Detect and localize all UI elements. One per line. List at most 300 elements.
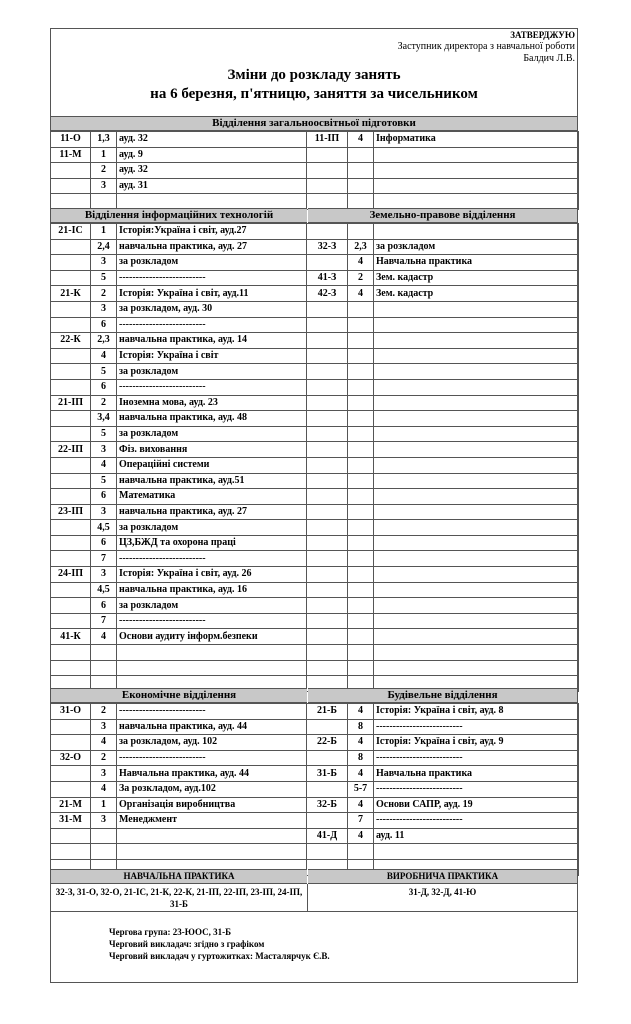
lesson-cell: 6 (91, 379, 117, 395)
lesson-cell: 4 (348, 797, 374, 813)
approval-block (398, 29, 575, 65)
group-cell (307, 301, 348, 317)
subject-cell (117, 660, 307, 676)
table-row (51, 750, 579, 766)
group-cell: 21-ІП (51, 395, 91, 411)
table-row (51, 163, 579, 179)
group-cell: 11-О (51, 132, 91, 148)
subject-cell: за розкладом (117, 255, 307, 271)
group-cell: 31-О (51, 704, 91, 720)
lesson-cell (348, 364, 374, 380)
group-cell: 32-З (307, 239, 348, 255)
lesson-cell (348, 224, 374, 240)
subject-cell: за розкладом (117, 364, 307, 380)
group-cell (51, 255, 91, 271)
table-row (51, 660, 579, 676)
subject-cell: за розкладом, ауд. 30 (117, 301, 307, 317)
subject-cell: -------------------------- (374, 719, 579, 735)
group-cell (307, 781, 348, 797)
subject-cell: Історія: Україна і світ, ауд. 9 (374, 735, 579, 751)
subject-cell (374, 504, 579, 520)
subject-cell (374, 582, 579, 598)
group-cell: 24-ІП (51, 567, 91, 583)
lesson-cell: 3,4 (91, 411, 117, 427)
lesson-cell: 6 (91, 535, 117, 551)
lesson-cell: 7 (348, 813, 374, 829)
subject-cell (374, 473, 579, 489)
group-cell (307, 750, 348, 766)
table-row (51, 645, 579, 661)
table-row (51, 582, 579, 598)
subject-cell (374, 645, 579, 661)
table-row (51, 411, 579, 427)
subject-cell: -------------------------- (117, 704, 307, 720)
lesson-cell (348, 520, 374, 536)
group-cell (307, 613, 348, 629)
subject-cell (117, 844, 307, 860)
table-row (51, 348, 579, 364)
subject-cell: Історія: Україна і світ (117, 348, 307, 364)
lesson-cell (348, 426, 374, 442)
section-header-build: Будівельне відділення (308, 688, 577, 703)
lesson-cell (91, 844, 117, 860)
lesson-cell: 2,4 (91, 239, 117, 255)
group-cell: 42-З (307, 286, 348, 302)
table-row (51, 813, 579, 829)
lesson-cell: 4 (91, 348, 117, 364)
lesson-cell: 1 (91, 147, 117, 163)
group-cell (307, 504, 348, 520)
group-cell (51, 317, 91, 333)
group-cell: 22-К (51, 333, 91, 349)
subject-cell (117, 645, 307, 661)
group-cell: 11-М (51, 147, 91, 163)
lesson-cell: 2 (91, 395, 117, 411)
lesson-cell: 4 (348, 828, 374, 844)
subject-cell: -------------------------- (117, 379, 307, 395)
subject-cell (374, 301, 579, 317)
subject-cell (374, 567, 579, 583)
table-row (51, 286, 579, 302)
group-cell (51, 551, 91, 567)
subject-cell: Навчальна практика (374, 766, 579, 782)
prod-practice-groups: 31-Д, 32-Д, 41-Ю (408, 887, 477, 897)
table-row (51, 147, 579, 163)
lesson-cell: 5-7 (348, 781, 374, 797)
table-row (51, 395, 579, 411)
group-cell (307, 317, 348, 333)
subject-cell: Фіз. виховання (117, 442, 307, 458)
subject-cell: Історія: Україна і світ, ауд. 8 (374, 704, 579, 720)
group-cell (307, 255, 348, 271)
lesson-cell (348, 844, 374, 860)
lesson-cell (348, 551, 374, 567)
group-cell (51, 660, 91, 676)
group-cell (307, 178, 348, 194)
table-row (51, 317, 579, 333)
subject-cell: -------------------------- (374, 750, 579, 766)
table-row (51, 613, 579, 629)
lesson-cell: 2,3 (91, 333, 117, 349)
page-title (51, 66, 577, 104)
subject-cell: за розкладом (117, 520, 307, 536)
lesson-cell: 2 (91, 286, 117, 302)
lesson-cell: 1 (91, 797, 117, 813)
group-cell: 23-ІП (51, 504, 91, 520)
section-header-it: Відділення інформаційних технологій (51, 208, 307, 223)
lesson-cell (91, 828, 117, 844)
practice-bottom-rule (51, 911, 577, 912)
group-cell (51, 613, 91, 629)
group-cell (307, 364, 348, 380)
econ-build-table (50, 703, 579, 876)
duty-teacher: Черговий викладач: згідно з графіком (109, 939, 265, 949)
table-row (51, 224, 579, 240)
table-row (51, 255, 579, 271)
lesson-cell: 2 (91, 163, 117, 179)
study-practice-groups: 32-З, 31-О, 32-О, 21-ІС, 21-К, 22-К, 21-ІП, 22-ІП, 23-ІП, 24-ІП, 31-Б (55, 887, 303, 909)
subject-cell: навчальна практика, ауд. 44 (117, 719, 307, 735)
lesson-cell (348, 411, 374, 427)
lesson-cell: 5 (91, 426, 117, 442)
lesson-cell: 4 (91, 457, 117, 473)
section-header-land: Земельно-правове відділення (308, 208, 577, 223)
schedule-sheet (50, 28, 578, 983)
subject-cell: навчальна практика, ауд. 48 (117, 411, 307, 427)
subject-cell: Основи аудиту інформ.безпеки (117, 629, 307, 645)
table-row (51, 457, 579, 473)
group-cell (307, 457, 348, 473)
group-cell: 41-К (51, 629, 91, 645)
table-row (51, 766, 579, 782)
subject-cell (374, 163, 579, 179)
group-cell (51, 735, 91, 751)
lesson-cell (348, 598, 374, 614)
group-cell (51, 239, 91, 255)
lesson-cell (348, 457, 374, 473)
group-cell (307, 567, 348, 583)
approver-name: Балдич Л.В. (523, 53, 575, 64)
lesson-cell (348, 317, 374, 333)
subject-cell (374, 535, 579, 551)
subject-cell: ауд. 11 (374, 828, 579, 844)
group-cell (307, 645, 348, 661)
subject-cell: ауд. 32 (117, 163, 307, 179)
lesson-cell (348, 489, 374, 505)
table-row (51, 828, 579, 844)
subject-cell (374, 348, 579, 364)
lesson-cell (348, 147, 374, 163)
group-cell (307, 411, 348, 427)
group-cell (51, 828, 91, 844)
group-cell: 32-О (51, 750, 91, 766)
group-cell (307, 379, 348, 395)
lesson-cell (348, 379, 374, 395)
group-cell (51, 178, 91, 194)
lesson-cell: 8 (348, 719, 374, 735)
group-cell (307, 813, 348, 829)
group-cell (307, 224, 348, 240)
lesson-cell (348, 645, 374, 661)
group-cell (307, 473, 348, 489)
lesson-cell: 4 (91, 735, 117, 751)
subject-cell: за розкладом (117, 426, 307, 442)
table-row (51, 629, 579, 645)
group-cell (51, 270, 91, 286)
subject-cell: навчальна практика, ауд. 27 (117, 239, 307, 255)
group-cell (51, 364, 91, 380)
subject-cell: Математика (117, 489, 307, 505)
group-cell (307, 598, 348, 614)
group-cell: 32-Б (307, 797, 348, 813)
lesson-cell: 8 (348, 750, 374, 766)
duty-group: Чергова група: 23-ЮОС, 31-Б (109, 927, 232, 937)
title-line-1: Зміни до розкладу занять (227, 67, 401, 83)
lesson-cell (348, 535, 374, 551)
subject-cell: ЦЗ,БЖД та охорона праці (117, 535, 307, 551)
table-row (51, 270, 579, 286)
section-header-econ: Економічне відділення (51, 688, 307, 703)
group-cell (51, 489, 91, 505)
lesson-cell: 1 (91, 224, 117, 240)
group-cell (51, 645, 91, 661)
subject-cell (374, 178, 579, 194)
lesson-cell: 6 (91, 317, 117, 333)
title-line-2: на 6 березня, п'ятницю, заняття за чисельником (150, 86, 478, 102)
lesson-cell (348, 582, 374, 598)
group-cell (307, 395, 348, 411)
group-cell (51, 719, 91, 735)
lesson-cell: 3 (91, 442, 117, 458)
subject-cell: ауд. 31 (117, 178, 307, 194)
lesson-cell: 4 (348, 255, 374, 271)
lesson-cell (348, 473, 374, 489)
group-cell (307, 719, 348, 735)
subject-cell: навчальна практика, ауд. 16 (117, 582, 307, 598)
group-cell (307, 844, 348, 860)
group-cell (307, 582, 348, 598)
table-row (51, 333, 579, 349)
subject-cell: -------------------------- (117, 317, 307, 333)
lesson-cell: 2 (348, 270, 374, 286)
lesson-cell: 4,5 (91, 520, 117, 536)
subject-cell: за розкладом (374, 239, 579, 255)
lesson-cell: 3 (91, 504, 117, 520)
subject-cell: Навчальна практика (374, 255, 579, 271)
subject-cell: -------------------------- (374, 813, 579, 829)
group-cell (307, 489, 348, 505)
group-cell: 21-К (51, 286, 91, 302)
lesson-cell (348, 301, 374, 317)
lesson-cell: 3 (91, 255, 117, 271)
lesson-cell (348, 442, 374, 458)
group-cell (51, 301, 91, 317)
table-row (51, 844, 579, 860)
lesson-cell: 3 (91, 813, 117, 829)
subject-cell (374, 660, 579, 676)
lesson-cell: 6 (91, 489, 117, 505)
subject-cell: Історія:Україна і світ, ауд.27 (117, 224, 307, 240)
subject-cell: навчальна практика, ауд. 27 (117, 504, 307, 520)
group-cell (51, 473, 91, 489)
subject-cell (374, 442, 579, 458)
lesson-cell: 4 (348, 735, 374, 751)
prod-practice-header: ВИРОБНИЧА ПРАКТИКА (308, 869, 577, 884)
table-row (51, 535, 579, 551)
lesson-cell: 7 (91, 613, 117, 629)
subject-cell: за розкладом (117, 598, 307, 614)
lesson-cell: 2,3 (348, 239, 374, 255)
table-row (51, 551, 579, 567)
subject-cell: -------------------------- (117, 750, 307, 766)
lesson-cell (348, 163, 374, 179)
subject-cell (374, 411, 579, 427)
lesson-cell (348, 178, 374, 194)
subject-cell (374, 364, 579, 380)
group-cell (51, 535, 91, 551)
section-header-general: Відділення загальноосвітньої підготовки (51, 116, 577, 131)
subject-cell: -------------------------- (117, 551, 307, 567)
subject-cell: Зем. кадастр (374, 270, 579, 286)
group-cell (51, 379, 91, 395)
lesson-cell: 4 (348, 132, 374, 148)
group-cell (51, 598, 91, 614)
subject-cell (374, 317, 579, 333)
subject-cell: Зем. кадастр (374, 286, 579, 302)
table-row (51, 781, 579, 797)
group-cell: 31-М (51, 813, 91, 829)
group-cell: 22-Б (307, 735, 348, 751)
lesson-cell: 3 (91, 178, 117, 194)
group-cell: 41-Д (307, 828, 348, 844)
lesson-cell (348, 348, 374, 364)
group-cell (307, 442, 348, 458)
group-cell (51, 426, 91, 442)
group-cell (307, 551, 348, 567)
lesson-cell (348, 395, 374, 411)
lesson-cell: 4 (348, 286, 374, 302)
subject-cell: -------------------------- (117, 613, 307, 629)
subject-cell: Навчальна практика, ауд. 44 (117, 766, 307, 782)
subject-cell (374, 520, 579, 536)
group-cell (51, 766, 91, 782)
subject-cell (374, 379, 579, 395)
lesson-cell (91, 660, 117, 676)
group-cell (307, 426, 348, 442)
group-cell: 21-ІС (51, 224, 91, 240)
approver-position: Заступник директора з навчальної роботи (397, 41, 575, 52)
group-cell (307, 629, 348, 645)
subject-cell (374, 147, 579, 163)
group-cell (307, 163, 348, 179)
dorm-duty-teacher: Черговий викладач у гуртожитках: Масталярчук Є.В. (109, 951, 330, 961)
subject-cell: Історія: Україна і світ, ауд. 26 (117, 567, 307, 583)
group-cell: 21-М (51, 797, 91, 813)
it-land-table (50, 223, 579, 692)
table-row (51, 132, 579, 148)
lesson-cell: 5 (91, 270, 117, 286)
group-cell (51, 582, 91, 598)
lesson-cell: 4 (348, 766, 374, 782)
lesson-cell: 3 (91, 719, 117, 735)
table-row (51, 364, 579, 380)
table-row (51, 473, 579, 489)
lesson-cell: 1,3 (91, 132, 117, 148)
lesson-cell: 4 (91, 629, 117, 645)
table-row (51, 239, 579, 255)
lesson-cell: 4,5 (91, 582, 117, 598)
lesson-cell: 7 (91, 551, 117, 567)
group-cell (51, 781, 91, 797)
subject-cell (374, 457, 579, 473)
group-cell (307, 348, 348, 364)
table-row (51, 719, 579, 735)
group-cell (51, 520, 91, 536)
group-cell (51, 411, 91, 427)
subject-cell (374, 629, 579, 645)
table-row (51, 489, 579, 505)
lesson-cell (348, 660, 374, 676)
subject-cell: Організація виробництва (117, 797, 307, 813)
study-practice-header: НАВЧАЛЬНА ПРАКТИКА (51, 869, 307, 884)
group-cell (307, 660, 348, 676)
subject-cell: Історія: Україна і світ, ауд.11 (117, 286, 307, 302)
subject-cell: Основи САПР, ауд. 19 (374, 797, 579, 813)
group-cell (51, 844, 91, 860)
table-row (51, 598, 579, 614)
group-cell (307, 147, 348, 163)
subject-cell (374, 224, 579, 240)
lesson-cell: 3 (91, 766, 117, 782)
table-row (51, 567, 579, 583)
subject-cell (374, 395, 579, 411)
group-cell (51, 348, 91, 364)
group-cell (51, 163, 91, 179)
subject-cell: навчальна практика, ауд. 14 (117, 333, 307, 349)
group-cell: 11-ІП (307, 132, 348, 148)
group-cell (307, 535, 348, 551)
duty-info (109, 926, 330, 962)
lesson-cell: 2 (91, 704, 117, 720)
lesson-cell (348, 333, 374, 349)
lesson-cell (348, 567, 374, 583)
table-row (51, 797, 579, 813)
group-cell (307, 520, 348, 536)
lesson-cell (348, 504, 374, 520)
subject-cell (374, 333, 579, 349)
subject-cell (374, 426, 579, 442)
group-cell: 41-З (307, 270, 348, 286)
subject-cell: навчальна практика, ауд.51 (117, 473, 307, 489)
lesson-cell: 5 (91, 473, 117, 489)
subject-cell (374, 598, 579, 614)
subject-cell: -------------------------- (374, 781, 579, 797)
lesson-cell: 3 (91, 567, 117, 583)
subject-cell (374, 844, 579, 860)
table-row (51, 379, 579, 395)
general-table (50, 131, 579, 210)
subject-cell: ауд. 32 (117, 132, 307, 148)
table-row (51, 504, 579, 520)
subject-cell: ауд. 9 (117, 147, 307, 163)
subject-cell: Іноземна мова, ауд. 23 (117, 395, 307, 411)
group-cell: 22-ІП (51, 442, 91, 458)
table-row (51, 442, 579, 458)
group-cell (307, 333, 348, 349)
subject-cell: Інформатика (374, 132, 579, 148)
lesson-cell (91, 645, 117, 661)
group-cell (51, 457, 91, 473)
